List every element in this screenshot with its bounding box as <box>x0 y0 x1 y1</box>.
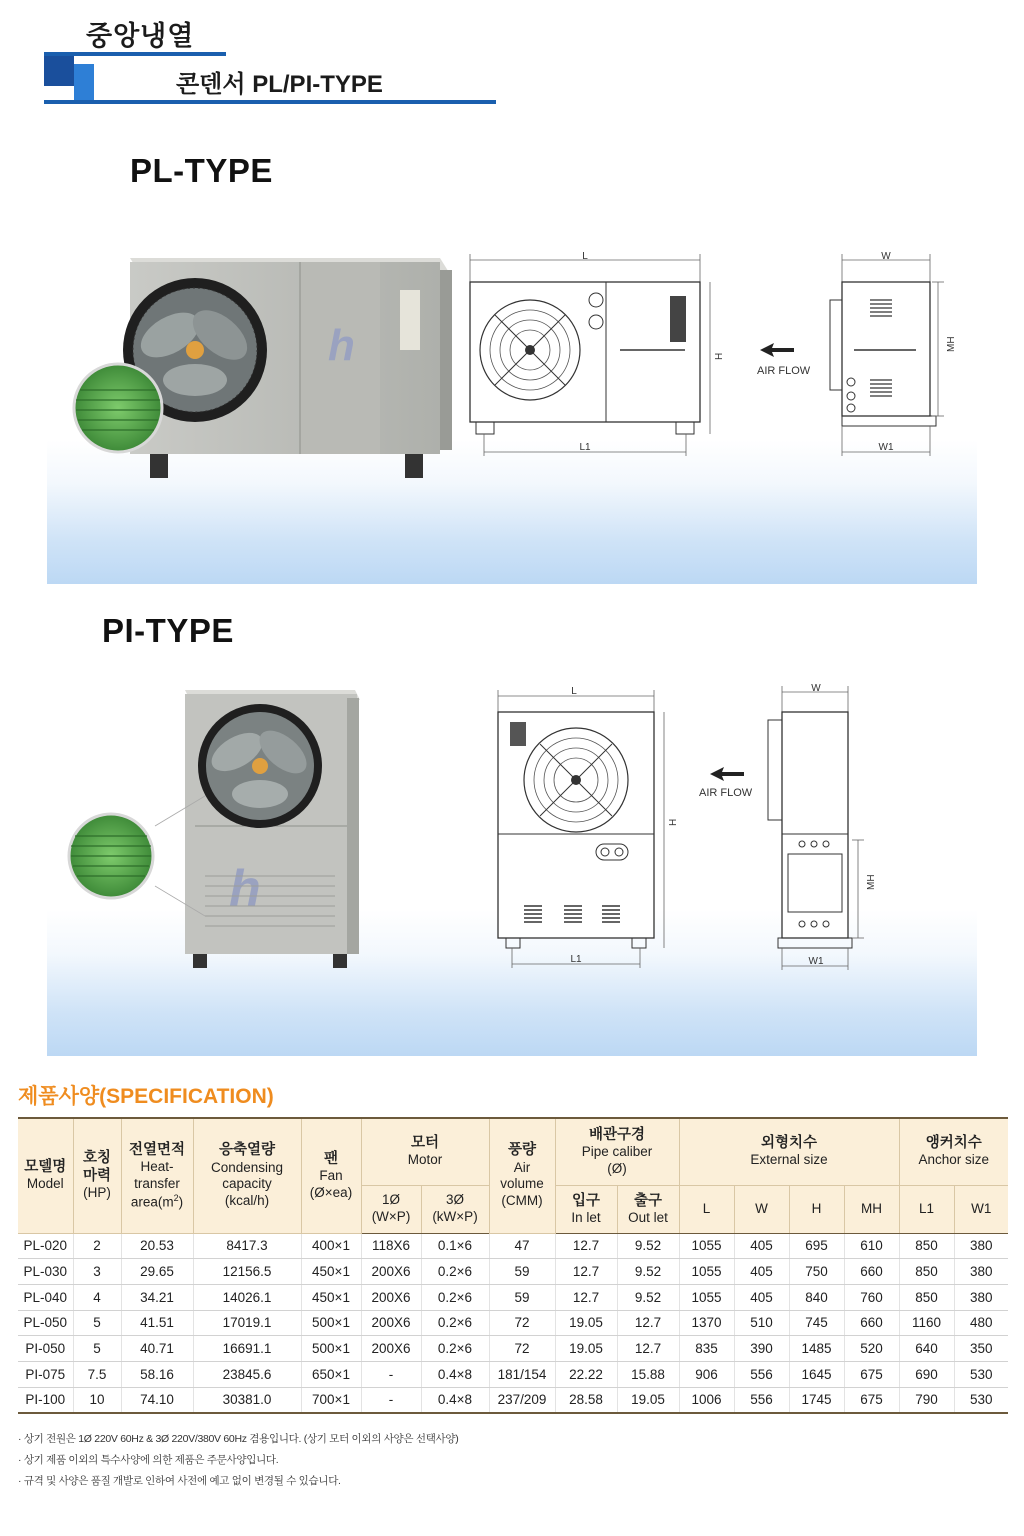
th-motor: 모터 Motor <box>361 1118 489 1185</box>
table-cell: 1055 <box>679 1259 734 1285</box>
table-cell: 380 <box>954 1259 1008 1285</box>
table-cell: 12.7 <box>555 1259 617 1285</box>
pi-type-title: PI-TYPE <box>102 612 234 649</box>
table-cell: 450×1 <box>301 1284 361 1310</box>
pl-front-drawing <box>460 248 740 458</box>
table-row <box>18 1233 1008 1259</box>
pi-dim-h: H <box>668 818 679 826</box>
table-cell: 14026.1 <box>193 1284 301 1310</box>
th-pipe: 배관구경 Pipe caliber (Ø) <box>555 1118 679 1185</box>
table-cell: 16691.1 <box>193 1336 301 1362</box>
table-cell: 850 <box>899 1259 954 1285</box>
table-cell: 23845.6 <box>193 1361 301 1387</box>
table-cell: 4 <box>73 1284 121 1310</box>
table-cell: 350 <box>954 1336 1008 1362</box>
table-row <box>18 1284 1008 1310</box>
pi-dim-l1: L1 <box>570 954 582 965</box>
pi-front-drawing <box>488 680 688 970</box>
table-cell: 695 <box>789 1233 844 1259</box>
th-anchor-size: 앵커치수 Anchor size <box>899 1118 1008 1185</box>
pi-airflow-label: AIR FLOW <box>699 787 753 799</box>
pi-dim-mh: MH <box>866 874 877 890</box>
table-cell: 181/154 <box>489 1361 555 1387</box>
table-cell: PI-100 <box>18 1387 73 1413</box>
table-cell: 12156.5 <box>193 1259 301 1285</box>
table-cell: PL-020 <box>18 1233 73 1259</box>
note-line: · 상기 제품 이외의 특수사양에 의한 제품은 주문사양입니다. <box>18 1454 279 1466</box>
table-cell: 640 <box>899 1336 954 1362</box>
table-cell: 380 <box>954 1284 1008 1310</box>
table-cell: 72 <box>489 1336 555 1362</box>
table-cell: 2 <box>73 1233 121 1259</box>
table-cell: 0.4×8 <box>421 1387 489 1413</box>
th-capacity: 응축열량 Condensing capacity (kcal/h) <box>193 1118 301 1233</box>
table-cell: 29.65 <box>121 1259 193 1285</box>
table-cell: 556 <box>734 1361 789 1387</box>
pl-dim-w: W <box>881 251 891 262</box>
pl-dim-h: H <box>714 352 725 360</box>
table-cell: 1160 <box>899 1310 954 1336</box>
th-w1: W1 <box>954 1185 1008 1233</box>
table-cell: 690 <box>899 1361 954 1387</box>
table-cell: 15.88 <box>617 1361 679 1387</box>
table-cell: 237/209 <box>489 1387 555 1413</box>
pl-side-drawing <box>820 248 980 458</box>
th-outlet: 출구 Out let <box>617 1185 679 1233</box>
table-cell: - <box>361 1361 421 1387</box>
table-cell: 500×1 <box>301 1336 361 1362</box>
table-cell: 790 <box>899 1387 954 1413</box>
table-cell: 675 <box>844 1387 899 1413</box>
table-cell: 760 <box>844 1284 899 1310</box>
table-row <box>18 1259 1008 1285</box>
table-cell: 745 <box>789 1310 844 1336</box>
table-cell: 200X6 <box>361 1336 421 1362</box>
pl-dim-w1: W1 <box>878 442 894 453</box>
table-cell: 0.2×6 <box>421 1336 489 1362</box>
table-cell: 19.05 <box>617 1387 679 1413</box>
th-h: H <box>789 1185 844 1233</box>
th-mh: MH <box>844 1185 899 1233</box>
th-w: W <box>734 1185 789 1233</box>
table-cell: 1745 <box>789 1387 844 1413</box>
table-cell: 200X6 <box>361 1310 421 1336</box>
table-cell: PI-050 <box>18 1336 73 1362</box>
table-cell: 750 <box>789 1259 844 1285</box>
svg-text:h: h <box>229 860 261 918</box>
table-cell: 12.7 <box>555 1284 617 1310</box>
note-line: · 규격 및 사양은 품질 개발로 인하여 사전에 예고 없이 변경될 수 있습니다. <box>18 1475 341 1487</box>
table-cell: 20.53 <box>121 1233 193 1259</box>
table-cell: 200X6 <box>361 1284 421 1310</box>
table-cell: 7.5 <box>73 1361 121 1387</box>
th-motor-1ph: 1Ø (W×P) <box>361 1185 421 1233</box>
header-line-bottom <box>44 100 496 104</box>
table-row <box>18 1336 1008 1362</box>
pi-airflow-arrow-icon <box>710 766 750 782</box>
table-cell: 22.22 <box>555 1361 617 1387</box>
pl-dim-l: L <box>582 251 588 262</box>
table-cell: 5 <box>73 1336 121 1362</box>
th-model: 모델명 Model <box>18 1118 73 1233</box>
spec-notes <box>18 1429 458 1492</box>
table-row <box>18 1361 1008 1387</box>
table-cell: 1055 <box>679 1284 734 1310</box>
th-inlet: 입구 In let <box>555 1185 617 1233</box>
table-cell: 450×1 <box>301 1259 361 1285</box>
pl-dim-l1: L1 <box>579 442 591 453</box>
table-cell: 840 <box>789 1284 844 1310</box>
page-subtitle: 콘덴서 PL/PI-TYPE <box>176 71 383 98</box>
table-cell: 510 <box>734 1310 789 1336</box>
th-air-volume: 풍량 Air volume (CMM) <box>489 1118 555 1233</box>
table-cell: 480 <box>954 1310 1008 1336</box>
table-cell: 0.2×6 <box>421 1310 489 1336</box>
table-cell: 3 <box>73 1259 121 1285</box>
table-cell: 1645 <box>789 1361 844 1387</box>
pl-airflow-arrow-icon <box>760 342 800 358</box>
table-cell: 0.2×6 <box>421 1284 489 1310</box>
table-cell: 835 <box>679 1336 734 1362</box>
pl-unit-photo <box>70 240 455 490</box>
table-cell: 675 <box>844 1361 899 1387</box>
pi-side-drawing <box>760 680 890 970</box>
table-cell: 700×1 <box>301 1387 361 1413</box>
table-cell: 520 <box>844 1336 899 1362</box>
table-cell: 1485 <box>789 1336 844 1362</box>
company-name: 중앙냉열 <box>86 21 195 51</box>
pi-dim-l: L <box>571 686 577 697</box>
table-cell: PL-030 <box>18 1259 73 1285</box>
table-cell: 9.52 <box>617 1284 679 1310</box>
table-cell: PL-040 <box>18 1284 73 1310</box>
pl-dim-mh: MH <box>946 336 957 352</box>
table-cell: 660 <box>844 1310 899 1336</box>
table-cell: 30381.0 <box>193 1387 301 1413</box>
th-hp: 호칭 마력 (HP) <box>73 1118 121 1233</box>
table-row <box>18 1310 1008 1336</box>
table-cell: 118X6 <box>361 1233 421 1259</box>
table-cell: PL-050 <box>18 1310 73 1336</box>
th-area: 전열면적 Heat- transfer $area(m^2)$ <box>121 1118 193 1233</box>
table-cell: 200X6 <box>361 1259 421 1285</box>
table-cell: 850 <box>899 1284 954 1310</box>
table-cell: 41.51 <box>121 1310 193 1336</box>
pi-unit-photo <box>65 686 365 976</box>
header-block-light <box>74 64 94 100</box>
svg-text:h: h <box>328 321 355 370</box>
table-cell: 40.71 <box>121 1336 193 1362</box>
table-cell: 650×1 <box>301 1361 361 1387</box>
table-cell: 530 <box>954 1387 1008 1413</box>
pl-airflow-label: AIR FLOW <box>757 365 811 377</box>
table-cell: 1006 <box>679 1387 734 1413</box>
table-cell: 47 <box>489 1233 555 1259</box>
table-cell: 9.52 <box>617 1259 679 1285</box>
table-cell: 660 <box>844 1259 899 1285</box>
table-cell: 400×1 <box>301 1233 361 1259</box>
table-cell: 405 <box>734 1259 789 1285</box>
table-cell: 17019.1 <box>193 1310 301 1336</box>
table-cell: 0.4×8 <box>421 1361 489 1387</box>
table-cell: 380 <box>954 1233 1008 1259</box>
th-l1: L1 <box>899 1185 954 1233</box>
pl-type-title: PL-TYPE <box>130 152 273 189</box>
table-cell: 12.7 <box>617 1310 679 1336</box>
table-cell: 530 <box>954 1361 1008 1387</box>
table-cell: 74.10 <box>121 1387 193 1413</box>
table-cell: 500×1 <box>301 1310 361 1336</box>
th-l: L <box>679 1185 734 1233</box>
header-block-dark <box>44 56 74 86</box>
table-cell: 12.7 <box>555 1233 617 1259</box>
table-cell: 1370 <box>679 1310 734 1336</box>
spec-title: 제품사양(SPECIFICATION) <box>18 1085 274 1108</box>
table-cell: 1055 <box>679 1233 734 1259</box>
table-cell: 405 <box>734 1233 789 1259</box>
table-cell: 390 <box>734 1336 789 1362</box>
table-cell: 556 <box>734 1387 789 1413</box>
table-cell: 28.58 <box>555 1387 617 1413</box>
table-row <box>18 1387 1008 1413</box>
th-fan: 팬 Fan (Ø×ea) <box>301 1118 361 1233</box>
table-cell: 5 <box>73 1310 121 1336</box>
table-cell: 59 <box>489 1259 555 1285</box>
table-cell: 8417.3 <box>193 1233 301 1259</box>
spec-table <box>18 1117 1008 1414</box>
table-cell: 9.52 <box>617 1233 679 1259</box>
table-cell: 10 <box>73 1387 121 1413</box>
pi-dim-w1: W1 <box>808 956 824 967</box>
table-cell: 19.05 <box>555 1310 617 1336</box>
table-cell: 906 <box>679 1361 734 1387</box>
table-cell: 59 <box>489 1284 555 1310</box>
table-cell: 610 <box>844 1233 899 1259</box>
table-cell: PI-075 <box>18 1361 73 1387</box>
table-cell: 0.1×6 <box>421 1233 489 1259</box>
table-cell: 850 <box>899 1233 954 1259</box>
table-cell: 0.2×6 <box>421 1259 489 1285</box>
pi-dim-w: W <box>811 683 821 694</box>
table-cell: 12.7 <box>617 1336 679 1362</box>
table-cell: 405 <box>734 1284 789 1310</box>
table-cell: 34.21 <box>121 1284 193 1310</box>
th-external-size: 외형치수 External size <box>679 1118 899 1185</box>
table-cell: - <box>361 1387 421 1413</box>
table-cell: 58.16 <box>121 1361 193 1387</box>
th-motor-3ph: 3Ø (kW×P) <box>421 1185 489 1233</box>
note-line: · 상기 전원은 1Ø 220V 60Hz & 3Ø 220V/380V 60Hz 겸용입니다. (상기 모터 이외의 사양은 선택사양) <box>18 1433 459 1445</box>
table-cell: 19.05 <box>555 1336 617 1362</box>
table-cell: 72 <box>489 1310 555 1336</box>
